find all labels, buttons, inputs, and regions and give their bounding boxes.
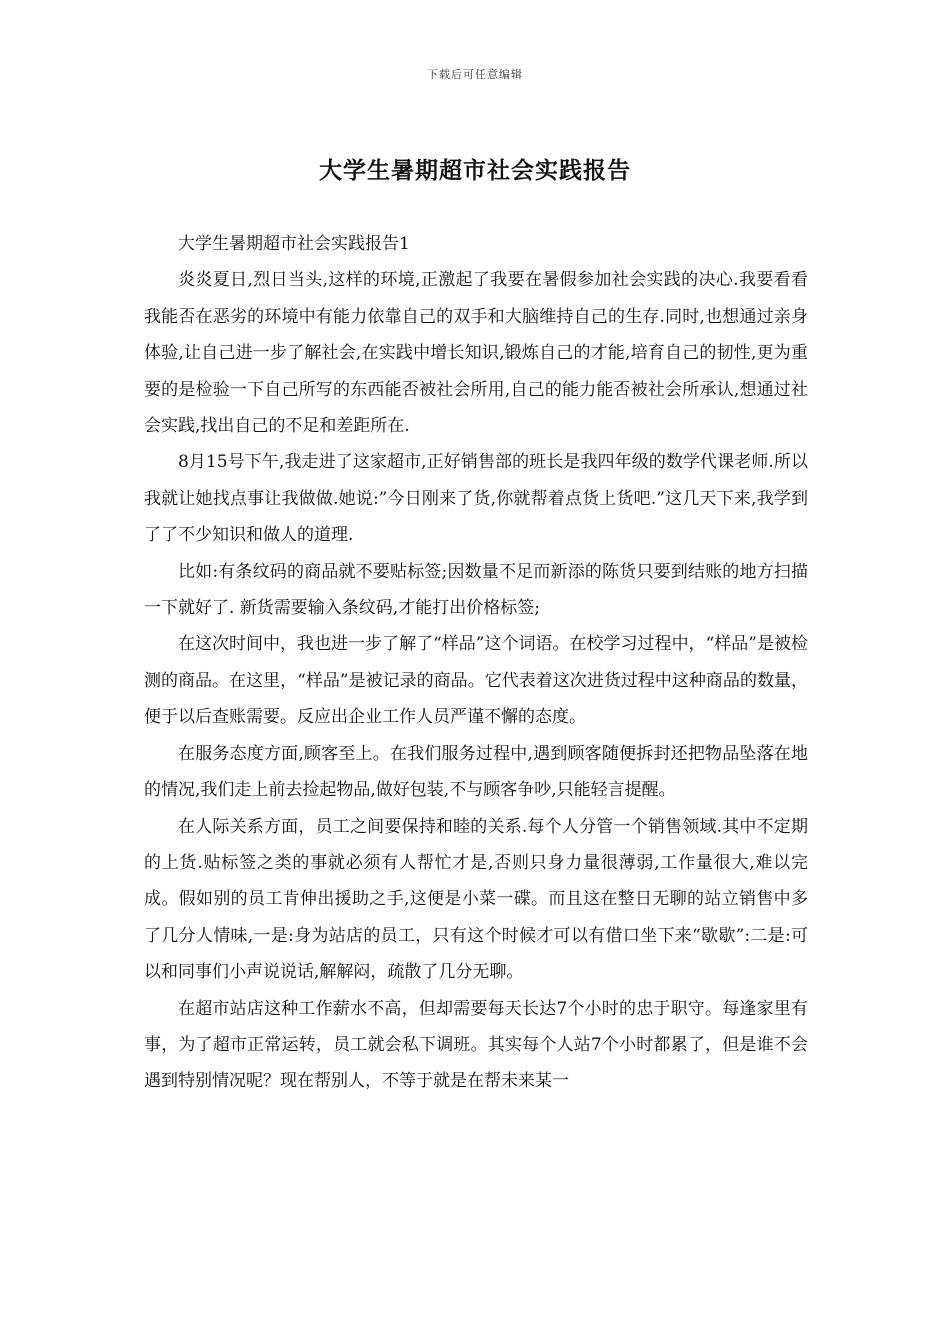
paragraph-motivation: 炎炎夏日,烈日当头,这样的环境,正激起了我要在暑假参加社会实践的决心.我要看看我能否在恶劣的环境中有能力依靠自己的双手和大脑维持自己的生存.同时,也想通过亲身体验,让自己进一步了解社会,在实践中增长知识,锻炼自己的才能,培育自己的韧性,更为重要的是检验一下自己所写的东西能否被社会所用,自己的能力能否被社会所承认,想通过社会实践,找出自己的不足和差距所在. [144,270,808,437]
paragraph-working-hours: 在超市站店这种工作薪水不高，但却需要每天长达7个小时的忠于职守。每逢家里有事，为了超市正常运转，员工就会私下调班。其实每个人站7个小时都累了，但是谁不会遇到特别情况呢？现在帮别人，不等于就是在帮未来某一 [144,998,808,1092]
paragraph-arrival: 8月15号下午,我走进了这家超市,正好销售部的班长是我四年级的数学代课老师.所以我就让她找点事让我做做.她说:”今日刚来了货,你就帮着点货上货吧.”这几天下来,我学到了了不少知识和做人的道理. [144,452,808,546]
document-body [144,226,808,1100]
paragraph-examples: 比如:有条纹码的商品就不要贴标签;因数量不足而新添的陈货只要到结账的地方扫描一下就好了. 新货需要输入条纹码,才能打出价格标签; [144,561,808,619]
paragraph-samples: 在这次时间中，我也进一步了解了“样品”这个词语。在校学习过程中，“样品”是被检测的商品。在这里，“样品”是被记录的商品。它代表着这次进货过程中这种商品的数量，便于以后查账需要。反应出企业工作人员严谨不懈的态度。 [144,634,808,728]
page-header-note: 下载后可任意编辑 [427,68,523,81]
report-subtitle-paragraph: 大学生暑期超市社会实践报告1 [178,234,410,254]
paragraph-relationships: 在人际关系方面，员工之间要保持和睦的关系.每个人分管一个销售领域.其中不定期的上货.贴标签之类的事就必须有人帮忙才是,否则只身力量很薄弱,工作量很大,难以完成。假如别的员工肯伸出援助之手,这便是小菜一碟。而且这在整日无聊的站立销售中多了几分人情味,一是:身为站店的员工，只有这个时候才可以有借口坐下来“歇歇”:二是:可以和同事们小声说说话,解解闷，疏散了几分无聊。 [144,816,808,983]
paragraph-service-attitude: 在服务态度方面,顾客至上。在我们服务过程中,遇到顾客随便拆封还把物品坠落在地的情况,我们走上前去捡起物品,做好包装,不与顾客争吵,只能轻言提醒。 [144,743,808,801]
document-title: 大学生暑期超市社会实践报告 [319,157,631,184]
